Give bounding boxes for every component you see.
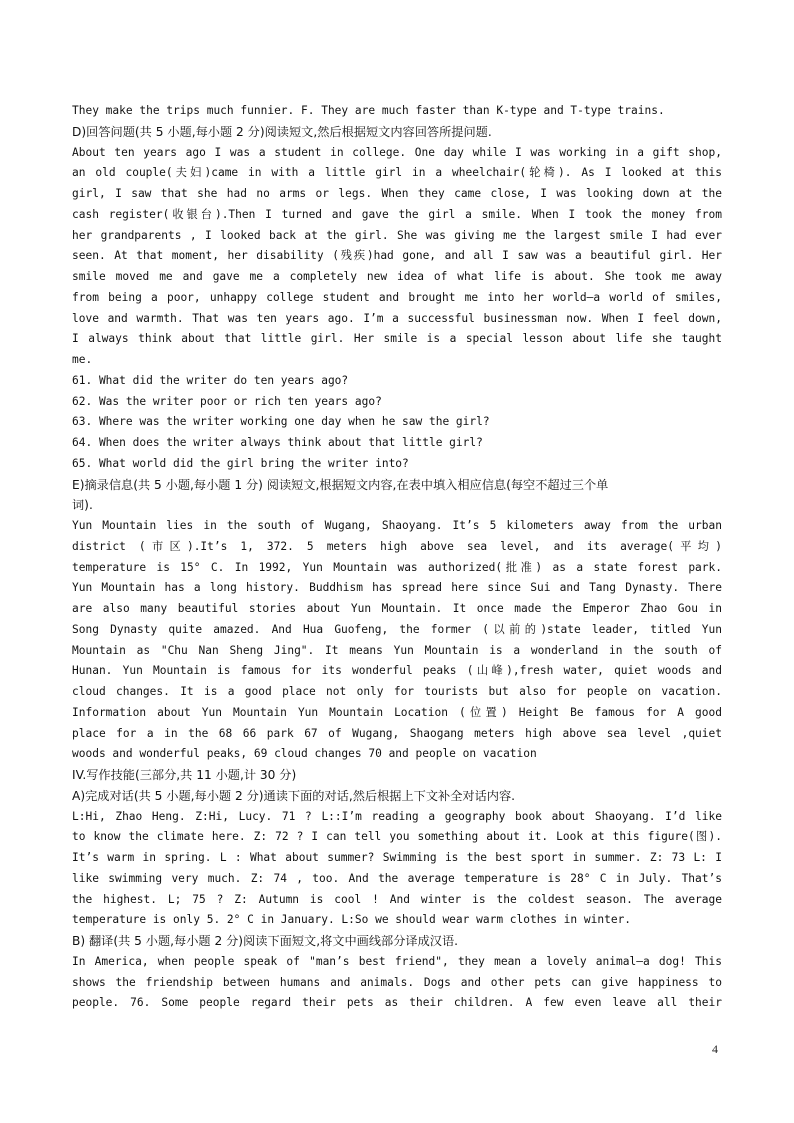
page-number: 4 [712, 1042, 718, 1056]
dialogue-line-4: like swimming very much. Z: 74 , too. And the average temperature is 28° C in July. That’s [72, 871, 722, 885]
dialogue-line-2: to know the climate here. Z: 72 ? I can tell you something about it. Look at this figure(图). [72, 830, 722, 844]
passage-d-line-11: me. [72, 353, 93, 366]
dialogue-line-3: It’s warm in spring. L : What about summer? Swimming is the best sport in summer. Z: 73 L: I [72, 851, 722, 864]
passage-e-line-9: cloud changes. It is a good place not only for tourists but also for people on vacation. [72, 685, 722, 698]
text-line-1: They make the trips much funnier. F. They are much faster than K-type and T-type trains. [72, 104, 665, 117]
question-64: 64. When does the writer always think about that little girl? [72, 436, 483, 449]
section-heading-e: E)摘录信息(共 5 小题,每小题 1 分) 阅读短文,根据短文内容,在表中填入相应信息(每空不超过三个单 [72, 477, 609, 492]
dialogue-line-1: L:Hi, Zhao Heng. Z:Hi, Lucy. 71 ? L::I’m reading a geography book about Shaoyang. I’d like [72, 809, 722, 823]
passage-d-line-7: smile moved me and gave me a completely new idea of what life is about. She took me away [72, 270, 722, 283]
passage-b-line-1: In America, when people speak of "man’s best friend", they mean a lovely animal—a dog! This [72, 954, 722, 968]
passage-e-line-7: Mountain as "Chu Nan Sheng Jing". It means Yun Mountain is a wonderland in the south of [72, 643, 722, 657]
section-heading-a: A)完成对话(共 5 小题,每小题 2 分)通读下面的对话,然后根据上下文补全对话内容. [72, 788, 516, 803]
passage-e-line-6: Song Dynasty quite amazed. And Hua Guofeng, the former (以前的)state leader, titled Yun [72, 622, 722, 636]
document-body [72, 101, 722, 1014]
question-61: 61. What did the writer do ten years ago? [72, 373, 349, 387]
passage-e-line-12: woods and wonderful peaks, 69 cloud changes 70 and people on vacation [72, 747, 537, 761]
passage-b-line-2: shows the friendship between humans and animals. Dogs and other pets can give happiness to [72, 975, 722, 989]
section-heading-d: D)回答问题(共 5 小题,每小题 2 分)阅读短文,然后根据短文内容回答所提问题. [72, 124, 492, 139]
passage-e-line-10: Information about Yun Mountain Yun Mountain Location (位置) Height Be famous for A good [72, 705, 722, 719]
section-heading-iv: IV.写作技能(三部分,共 11 小题,计 30 分) [72, 768, 297, 782]
question-62: 62. Was the writer poor or rich ten years ago? [72, 394, 382, 408]
passage-e-line-4: Yun Mountain has a long history. Buddhism has spread here since Sui and Tang Dynasty. There [72, 581, 722, 595]
passage-e-line-1: Yun Mountain lies in the south of Wugang, Shaoyang. It’s 5 kilometers away from the urban [72, 519, 722, 532]
passage-d-line-6: seen. At that moment, her disability (残疾)had gone, and all I saw was a beautiful girl. Her [72, 249, 722, 263]
passage-d-line-3: girl, I saw that she had no arms or legs. When they came close, I was looking down at the [72, 187, 722, 200]
passage-d-line-4: cash register(收银台).Then I turned and gave the girl a smile. When I took the money from [72, 207, 722, 221]
passage-d-line-1: About ten years ago I was a student in college. One day while I was working in a gift shop, [72, 145, 722, 159]
question-65: 65. What world did the girl bring the writer into? [72, 456, 409, 470]
passage-e-line-8: Hunan. Yun Mountain is famous for its wonderful peaks (山峰),fresh water, quiet woods and [72, 664, 722, 678]
question-63: 63. Where was the writer working one day when he saw the girl? [72, 415, 490, 429]
passage-e-line-2: district (市区).It’s 1, 372. 5 meters high above sea level, and its average(平均) [72, 539, 722, 553]
passage-e-line-11: place for a in the 68 66 park 67 of Wugang, Shaogang meters high above sea level ,quiet [72, 726, 722, 740]
section-heading-e-cont: 词). [72, 498, 93, 513]
passage-d-line-9: love and warmth. That was ten years ago. I’m a successful businessman now. When I feel down, [72, 311, 722, 325]
passage-d-line-8: from being a poor, unhappy college student and brought me into her world—a world of smiles, [72, 290, 722, 304]
passage-d-line-10: I always think about that little girl. Her smile is a special lesson about life she taught [72, 332, 722, 346]
passage-e-line-5: are also many beautiful stories about Yun Mountain. It once made the Emperor Zhao Gou in [72, 602, 722, 615]
dialogue-line-5: the highest. L; 75 ? Z: Autumn is cool ! And winter is the coldest season. The average [72, 892, 722, 906]
passage-d-line-2: an old couple(夫妇)came in with a little girl in a wheelchair(轮椅). As I looked at this [72, 166, 722, 180]
section-heading-b: B) 翻译(共 5 小题,每小题 2 分)阅读下面短文,将文中画线部分译成汉语. [72, 934, 459, 948]
passage-d-line-5: her grandparents , I looked back at the girl. She was giving me the largest smile I had ever [72, 228, 722, 242]
dialogue-line-6: temperature is only 5. 2° C in January. L:So we should wear warm clothes in winter. [72, 913, 632, 927]
passage-e-line-3: temperature is 15° C. In 1992, Yun Mountain was authorized(批准) as a state forest park. [72, 560, 722, 574]
passage-b-line-3: people. 76. Some people regard their pets as their children. A few even leave all their [72, 996, 722, 1010]
